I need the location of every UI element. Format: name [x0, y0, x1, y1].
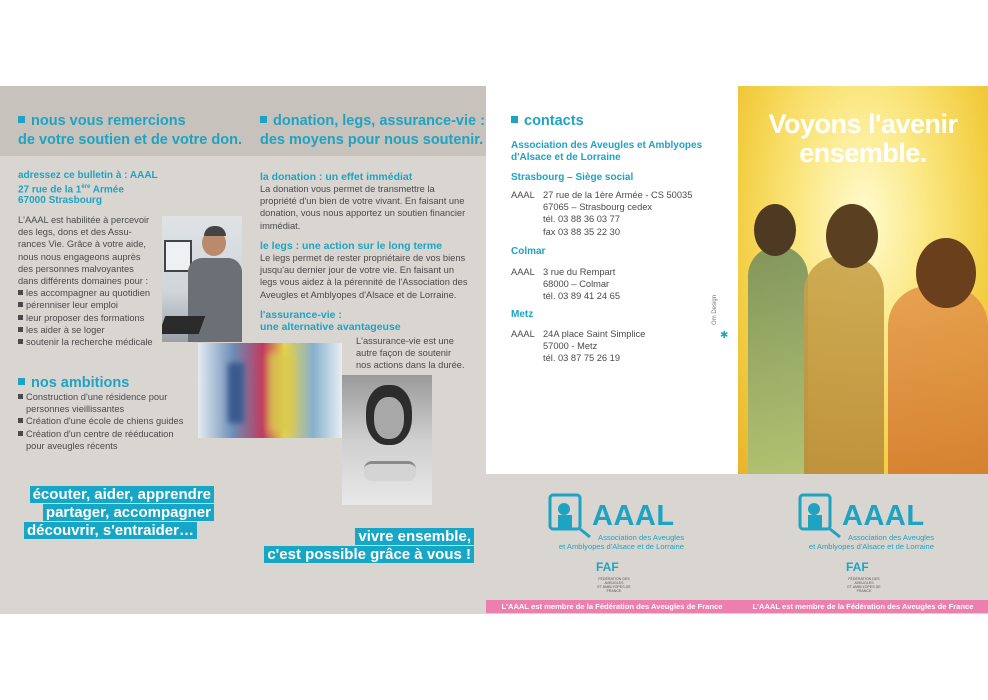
av-title: l'assurance-vie : une alternative avantageuse: [260, 309, 401, 333]
list-item: pérenniser leur emploi: [18, 299, 168, 311]
square-bullet-icon: [511, 116, 518, 123]
square-bullet-icon: [18, 116, 25, 123]
cover-title: Voyons l'avenir ensemble.: [768, 109, 958, 168]
office-label: AAAL: [511, 190, 535, 200]
aaal-subtitle: Association des Aveugles et Amblyopes d'Alsace et de Lorraine: [558, 533, 684, 551]
av-text: L'assurance-vie est une autre façon de soutenir nos actions dans la durée.: [356, 336, 465, 371]
street-photo: [198, 343, 342, 438]
legs-title: le legs : une action sur le long terme: [260, 240, 443, 252]
list-item: soutenir la recherche médicale: [18, 336, 168, 348]
cover-panel: [738, 86, 988, 474]
donation-title: la donation : un effet immédiat: [260, 171, 413, 183]
faf-subtitle: FÉDÉRATION DES AVEUGLES ET AMBLYOPES DE FRANCE: [597, 577, 631, 593]
donation-heading: donation, legs, assurance-vie : des moyens pour nous soutenir.: [260, 113, 485, 148]
org-name: Association des Aveugles et Amblyopes d'Alsace et de Lorraine: [511, 140, 703, 163]
list-item: Construction d'une résidence pour: [18, 391, 198, 403]
list-item: leur proposer des formations: [18, 312, 168, 324]
ambitions-heading: nos ambitions: [18, 374, 129, 393]
faf-logo: FAF: [846, 560, 869, 574]
faf-logo: FAF: [596, 560, 619, 574]
legs-text: Le legs permet de rester propriétaire de vos biens jusqu'au dernier jour de votre vie. En faisant un legs vous aidez à la pérennité de l'Association des Aveugles et Amblyopes d'Alsace et de Lorraine.: [260, 253, 468, 300]
office-label: AAAL: [511, 329, 535, 339]
design-credit: Om Design: [712, 294, 718, 325]
donation-text: La donation vous permet de transmettre la propriété d'un bien de votre vivant. En faisant une donation, vous nous apportez un soutien financier immédiat.: [260, 184, 466, 231]
member-note-bar: L'AAAL est membre de la Fédération des Aveugles de France: [486, 600, 738, 613]
list-item: les aider à se loger: [18, 324, 168, 336]
list-item: Création d'un centre de rééducation: [18, 428, 198, 440]
ambitions-list: Construction d'une résidence pour personnes vieillissantes Création d'une école de chiens guides Création d'un centre de rééducation pour aveugles récents: [18, 391, 198, 452]
aaal-name: AAAL: [842, 500, 925, 532]
office-address: 24A place Saint Simplice 57000 - Metz tél. 03 87 75 26 19: [543, 329, 646, 364]
slogan-left: écouter, aider, apprendre partager, accompagner découvrir, s'entraider…: [24, 486, 214, 540]
office-city: Metz: [511, 309, 534, 320]
slogan-middle: vivre ensemble, c'est possible grâce à vous !: [250, 528, 474, 564]
office-address: 27 rue de la 1ère Armée - CS 50035 67065 – Strasbourg cedex tél. 03 88 36 03 77 fax 03 88 35 22 30: [543, 190, 693, 237]
address-block: adressez ce bulletin à : AAAL 27 rue de la 1ère Armée 67000 Strasbourg: [18, 170, 158, 207]
child-photo: [342, 375, 432, 505]
office-city: Colmar: [511, 246, 546, 257]
faf-subtitle: FÉDÉRATION DES AVEUGLES ET AMBLYOPES DE FRANCE: [847, 577, 881, 593]
square-bullet-icon: [260, 116, 267, 123]
member-note-bar: L'AAAL est membre de la Fédération des Aveugles de France: [738, 600, 988, 613]
contacts-heading: contacts: [511, 112, 584, 131]
office-address: 3 rue du Rempart 68000 – Colmar tél. 03 89 41 24 65: [543, 267, 621, 302]
office-label: AAAL: [511, 267, 535, 277]
square-bullet-icon: [18, 378, 25, 385]
aaal-subtitle: Association des Aveugles et Amblyopes d'Alsace et de Lorraine: [808, 533, 934, 551]
list-item: les accompagner au quotidien: [18, 287, 168, 299]
list-item: Création d'une école de chiens guides: [18, 415, 198, 427]
star-icon: ✱: [720, 330, 729, 341]
office-city: Strasbourg – Siège social: [511, 172, 634, 183]
thanks-heading: nous vous remercions de votre soutien et de votre don.: [18, 113, 242, 148]
intro-text: L'AAAL est habilitée à percevoir des legs, dons et des Assu- rances Vie. Grâce à votre aide, nous nous engageons auprès des personnes malvoyantes dans différents domaines pour : les accompagner au quotidien pérenniser leur emploi leur proposer des formations les aider à se loger soutenir la recherche médicale: [18, 214, 168, 348]
worker-photo: [162, 216, 242, 342]
aaal-name: AAAL: [592, 500, 675, 532]
